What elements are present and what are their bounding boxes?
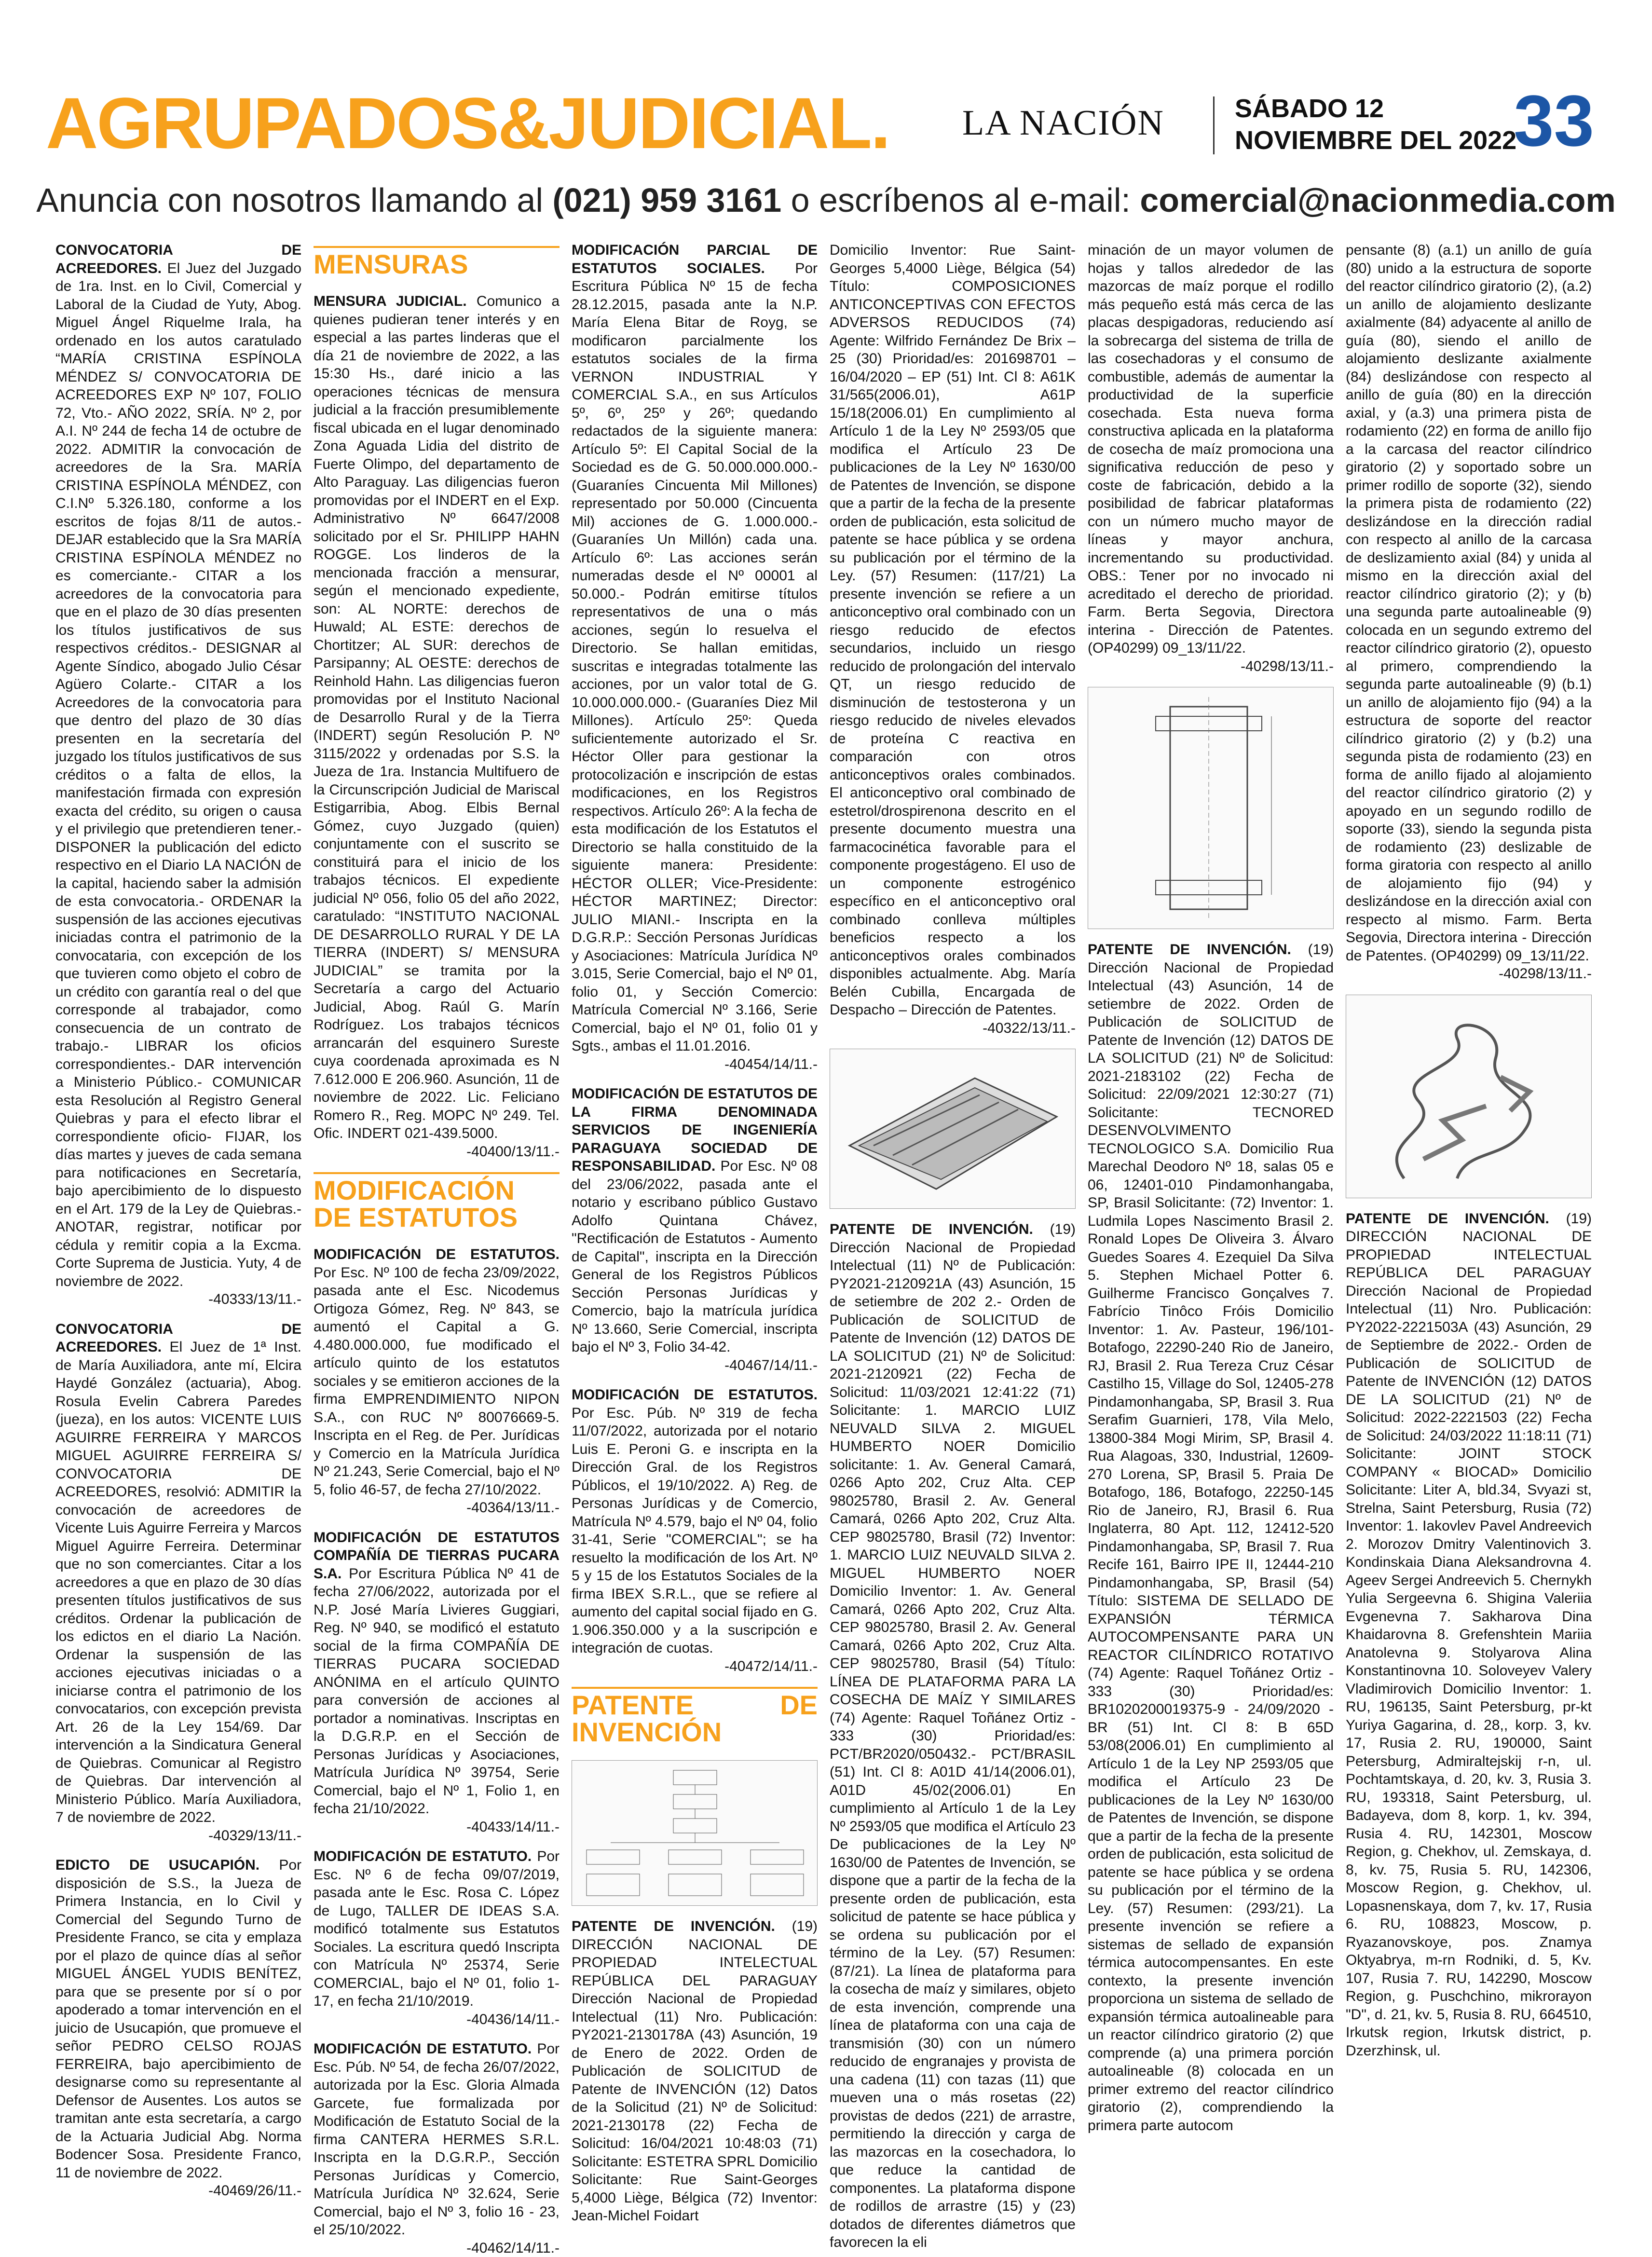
- notice-body: El Juez de 1ª Inst. de María Auxiliadora, ante mí, Elcira Haydé González (actuaria), Abog. Rosula Evelin Cabrera Paredes (jueza), en los autos: VICENTE LUIS AGUIRRE FERREIRA Y MARCOS MIGUEL AGUIRRE FERREIRA S/ CONVOCATORIA DE ACREEDORES, resolvió: ADMITIR la convocación de acreedores de Vicente Luis Aguirre Ferreira y Marcos Miguel Aguirre Ferreira. Determinar que no son comerciantes. Citar a los acreedores a que en plazo de 30 días presenten títulos justificativos de sus créditos. Ordenar la publicación de los edictos en el diario La Nación. Ordenar la suspensión de las acciones ejecutivas iniciadas o a iniciarse contra el patrimonio de los convocatarios, con excepción prevista Art. 26 de la Ley 154/69. Dar intervención a la Sindicatura General de Quiebras. Comunicar al Registro de Quiebras. Dar intervención al Ministerio Público. María Auxiliadora, 7 de noviembre de 2022.: [55, 1339, 301, 1825]
- notice-heading: PATENTE DE INVENCIÓN.: [830, 1221, 1033, 1237]
- notice-ref: -40400/13/11.-: [314, 1143, 560, 1161]
- notice-heading: PATENTE DE INVENCIÓN.: [1088, 942, 1291, 958]
- notice-body: (19) Dirección Nacional de Propiedad Intelectual (11) Nº de Publicación: PY2021-2120921A (43) Asunción, 15 de setiembre de 202 2.- Orden de Publicación de SOLICITUD de Patente de Invención (12) DATOS DE LA SOLICITUD (21) Nº de Solicitud: 2021-2120921 (22) Fecha de Solicitud: 11/03/2021 12:41:22 (71) Solicitante: 1. MARCIO LUIZ NEUVALD SILVA 2. MIGUEL HUMBERTO NOER Domicilio solicitante: 1. Av. General Camará, 0266 Apto 202, Cruz Alta. CEP 98025780, Brasil 2. Av. General Camará, 0266 Apto 202, Cruz Alta. CEP 98025780, Brasil (72) Inventor: 1. MARCIO LUIZ NEUVALD SILVA 2. MIGUEL HUMBERTO NOER Domicilio Inventor: 1. Av. General Camará, 0266 Apto 202, Cruz Alta. CEP 98025780, Brasil 2. Av. General Camará, 0266 Apto 202, Cruz Alta. CEP 98025780, Brasil (54) Título: LÍNEA DE PLATAFORMA PARA LA COSECHA DE MAÍZ Y SIMILARES (74) Agente: Raquel Toñánez Ortiz - 333 (30) Prioridad/es: PCT/BR2020/050432.- PCT/BRASIL (51) Int. Cl 8: A01D 41/14(2006.01), A01D 45/02(2006.01) En cumplimiento al Artículo 1 de la Ley Nº 2593/05 que modifica el Artículo 23 De publicaciones de la Ley Nº 1630/00 de Patentes de Invención, se dispone que a partir de la fecha de la presente orden de publicación, esta solicitud de patente se hace pública y se ordena su publicación por el término de la Ley. (57) Resumen: (87/21). La línea de plataforma para la cosecha de maíz y similares, objeto de esta invención, comprende una línea de plataforma con una caja de transmisión (30) con un número reducido de engranajes y provista de una cadena (11) con tazas (11) que mueven una o más rosetas (22) provistas de dedos (221) de arrastre, permitiendo la dirección y carga de las mazorcas en la cosechadora, lo que reduce la cantidad de componentes. La plataforma dispone de rodillos de arrastre (15) y (23) dotados de diferentes diámetros que favorecen la eli: [830, 1221, 1076, 2250]
- notice-body: Por Esc. Nº 08 del 23/06/2022, pasada ante el notario y escribano público Gustavo Adolfo Quintana Chávez, "Rectificación de Estatutos - Aumento de Capital", inscripta en la Dirección General de los Registros Públicos Sección Personas Jurídicas y Comercio, bajo la matrícula jurídica Nº 13.660, Serie Comercial, inscripta bajo el Nº 3, Folio 34-42.: [572, 1158, 818, 1355]
- reactor-drawing: [1088, 687, 1333, 929]
- notice: [314, 1847, 560, 2028]
- section-heading-mensuras: MENSURAS: [314, 246, 560, 278]
- notice-body: pensante (8) (a.1) un anillo de guía (80) unido a la estructura de soporte del reactor cilíndrico giratorio (2), (a.2) un anillo de alojamiento deslizante axialmente (84) adyacente al anillo de guía (80), siendo el anillo de alojamiento deslizante axialmente (84) deslizándose con respecto al anillo de guía (80) en la dirección axial, y (a.3) una primera pista de rodamiento (22) en forma de anillo fijo a la carcasa del reactor cilíndrico giratorio (2) y soportado sobre un primer rodillo de soporte (32), siendo la primera pista de rodamiento (22) deslizándose en la dirección radial con respecto al anillo de la carcasa de deslizamiento axial (84) y unida al mismo en la dirección axial del reactor cilíndrico giratorio (2); y (b) una segunda parte autoalineable (9) colocada en un segundo extremo del reactor cilíndrico giratorio (2), opuesto al primero, comprendiendo la segunda parte autoalineable (9) (b.1) un anillo de alojamiento fijo (94) a la estructura de soporte del reactor cilíndrico giratorio (2) y (b.2) una segunda pista de rodamiento (23) en forma de anillo fijado al alojamiento del reactor cilíndrico giratorio (2) y apoyado en un segundo rodillo de soporte (33), siendo la segunda pista de rodamiento (23) deslizable de forma giratoria con respecto al anillo de alojamiento fijo (94) y deslizándose en la dirección axial con respecto al mismo. Farm. Berta Segovia, Directora interina - Dirección de Patentes. (OP40299) 09_13/11/22.: [1346, 242, 1592, 964]
- notice-ref: -40329/13/11.-: [55, 1827, 301, 1845]
- patent-flowchart-figure: [572, 1760, 818, 1906]
- notice-body: Domicilio Inventor: Rue Saint-Georges 5,4000 Liège, Bélgica (54) Título: COMPOSICIONES ANTICONCEPTIVAS CON EFECTOS ADVERSOS REDUCIDOS (74) Agente: Wilfrido Fernández De Brix – 25 (30) Prioridad/es: 201698701 – 16/04/2020 – EP (51) Int. Cl 8: A61K 31/565(2006.01), A61P 15/18(2006.01) En cumplimiento al Artículo 1 de la Ley Nº 2593/05 que modifica el Artículo 23 De publicaciones de la Ley Nº 1630/00 de Patentes de Invención, se dispone que a partir de la fecha de la presente orden de publicación, esta solicitud de patente se hace pública y se ordena su publicación por el término de la Ley. (57) Resumen: (117/21) La presente invención se refiere a un anticonceptivo oral combinado con un riesgo reducido de efectos secundarios, incluido un riesgo reducido de prolongación del intervalo QT, un riesgo reducido de disminución de testosterona y un riesgo reducido de niveles elevados de proteína C reactiva en comparación con otros anticonceptivos orales combinados. El anticonceptivo oral combinado de estetrol/drospirenona descrito en el presente documento muestra una farmacocinética favorable para el componente progestágeno. El uso de un componente estrogénico específico en el anticonceptivo oral combinado conlleva múltiples beneficios respecto a los anticonceptivos orales combinados disponibles actualmente. Abg. María Belén Cubilla, Encargada de Despacho – Dirección de Patentes.: [830, 242, 1076, 1018]
- notice-ref: -40322/13/11.-: [830, 1019, 1076, 1038]
- notice: [1088, 241, 1334, 675]
- masthead: [46, 82, 1604, 164]
- ad-text-mid: o escríbenos al e-mail:: [781, 181, 1140, 219]
- page-number: 33: [1514, 80, 1594, 162]
- notice-heading: MODIFICACIÓN DE ESTATUTO.: [314, 2041, 532, 2057]
- column-6: [1346, 241, 1592, 2093]
- notice: [572, 241, 818, 1073]
- column-4: [830, 241, 1076, 2093]
- notice: [1088, 941, 1334, 2134]
- notice-ref: -40469/26/11.-: [55, 2182, 301, 2200]
- notice: [314, 2040, 560, 2257]
- notice-ref: -40298/13/11.-: [1346, 965, 1592, 983]
- flowchart-drawing: [572, 1761, 817, 1905]
- masthead-divider: [1213, 96, 1215, 154]
- patent-reactor-figure: [1088, 687, 1334, 929]
- notice-ref: -40436/14/11.-: [314, 2011, 560, 2029]
- notice: [572, 1085, 818, 1374]
- ad-banner: [0, 174, 1652, 227]
- notice-ref: -40467/14/11.-: [572, 1356, 818, 1375]
- notice-body: Por Esc. Nº 100 de fecha 23/09/2022, pasada ante el Esc. Nicodemus Ortigoza Gómez, Reg. Nº 843, se aumentó el Capital a G. 4.480.000.000, fue modificado el artículo quinto de los estatutos sociales y se emitieron acciones de la firma EMPRENDIMIENTO NIPON S.A., con RUC Nº 80076669-5. Inscripta en el Reg. de Per. Jurídicas y Comercio en la Matrícula Jurídica Nº 21.243, Serie Comercial, bajo el Nº 5, folio 46-57, de fecha 27/10/2022.: [314, 1265, 560, 1498]
- issue-date: [1235, 93, 1516, 156]
- notice-heading: CONVOCATORIA DE ACREEDORES.: [55, 242, 301, 276]
- harvester-drawing: [830, 1049, 1075, 1208]
- notice-body: Por Esc. Nº 6 de fecha 09/07/2019, pasada ante le Esc. Rosa C. López de Lugo, TALLER DE IDEAS S.A. modificó totalmente sus Estatutos Sociales. La escritura quedó Inscripta con Matrícula Nº 25374, Serie COMERCIAL, bajo el Nº 01, folio 1-17, en fecha 21/10/2019.: [314, 1848, 560, 2009]
- notice-heading: MODIFICACIÓN DE ESTATUTOS COMPAÑÍA DE TIERRAS PUCARA S.A.: [314, 1530, 560, 1582]
- notice-body: El Juez del Juzgado de 1ra. Inst. en lo Civil, Comercial y Laboral de la Ciudad de Yuty, Abog. Miguel Ángel Riquelme Irala, ha ordenado en los autos caratulado “MARÍA CRISTINA ESPÍNOLA MÉNDEZ S/ CONVOCATORIA DE ACREEDORES EXP Nº 107, FOLIO 72, Vto.- AÑO 2022, SRÍA. Nº 2, por A.I. Nº 244 de fecha 14 de octubre de 2022. ADMITIR la convocación de acreedores de la Sra. MARÍA CRISTINA ESPÍNOLA MÉNDEZ, con C.I.Nº 5.326.180, conforme a los escritos de fojas 8/11 de autos.- DEJAR establecido que la Sra MARÍA CRISTINA ESPÍNOLA MÉNDEZ no es comerciante.- CITAR a los acreedores de la convocatoria para que en el plazo de 30 días presenten los títulos justificativos de sus respectivos créditos.- DESIGNAR al Agente Síndico, abogado Julio César Agüero Colarte.- CITAR a los Acreedores de la convocatoria para que dentro del plazo de 30 días presenten en la secretaría del juzgado los títulos justificativos de sus créditos o a falta de ellos, la manifestación firmada con expresión exacta del crédito, su origen o causa y el privilegio que pretendieren tener.- DISPONER la publicación del edicto respectivo en el Diario LA NACIÓN de la capital, haciendo saber la admisión de esta convocatoria.- ORDENAR la suspensión de las acciones ejecutivas iniciadas contra el patrimonio de la convocataria, con excepción de los que tuvieren como objeto el cobro de un crédito con garantía real o del que corresponde al trabajador, como consecuencia de un contrato de trabajo.- LIBRAR los oficios correspondientes.- DAR intervención a Ministerio Público.- COMUNICAR esta Resolución al Registro General Quiebras y para el efecto librar el correspondiente oficio- FIJAR, los días martes y jueves de cada semana para notificaciones en Secretaría, bajo apercibimiento de lo dispuesto en el Art. 179 de la Ley de Quiebras.- ANOTAR, registrar, notificar por cédula y remitir copia a la Excma. Corte Suprema de Justicia. Yuty, 4 de noviembre de 2022.: [55, 260, 301, 1289]
- notice-heading: MODIFICACIÓN DE ESTATUTO.: [314, 1848, 532, 1864]
- notice-heading: MODIFICACIÓN DE ESTATUTOS.: [314, 1246, 560, 1262]
- patent-harvester-figure: [830, 1049, 1076, 1209]
- notice-heading: EDICTO DE USUCAPIÓN.: [55, 1857, 259, 1873]
- notice-body: Por Escritura Pública Nº 15 de fecha 28.12.2015, pasada ante la N.P. María Elena Bitar de Royg, se modificaron parcialmente los estatutos sociales de la firma VERNON INDUSTRIAL Y COMERCIAL S.A., en sus Artículos 5º, 6º, 25º y 26º; quedando redactados de la siguiente manera: Artículo 5º: El Capital Social de la Sociedad es de G. 50.000.000.000.- (Guaraníes Cincuenta Mil Millones) representado por 50.000 (Cincuenta Mil) acciones de G. 1.000.000.- (Guaraníes Un Millón) cada una. Artículo 6º: Las acciones serán numeradas desde el Nº 00001 al 50.000.- Podrán emitirse títulos representativos de una o más acciones, según lo resuelva el Directorio. Se hallan emitidas, suscritas e integradas totalmente las acciones, por un valor total de G. 10.000.000.000.- (Guaraníes Diez Mil Millones). Artículo 25º: Queda suficientemente autorizado el Sr. Héctor Oller para gestionar la protocolización e inscripción de estas modificaciones, en los Registros respectivos. Artículo 26º: A la fecha de esta modificación de los Estatutos el Directorio se halla constituido de la siguiente manera: Presidente: HÉCTOR OLLER; Vice-Presidente: HÉCTOR MARTINEZ; Director: JULIO MIANI.- Inscripta en la D.G.R.P.: Sección Personas Jurídicas y Asociaciones: Matrícula Jurídica Nº 3.015, Serie Comercial, bajo el Nº 01, folio 01, y Sección Comercio: Matrícula Comercial Nº 3.166, Serie Comercial, bajo el Nº 01, folio 01 y Sgts., ambas el 11.01.2016.: [572, 260, 818, 1054]
- notice-heading: CONVOCATORIA DE ACREEDORES.: [55, 1321, 301, 1355]
- section-heading-patente: PATENTE DE INVENCIÓN: [572, 1687, 818, 1746]
- notice-ref: -40472/14/11.-: [572, 1657, 818, 1676]
- patent-protein-figure: [1346, 995, 1592, 1198]
- notice: [830, 1220, 1076, 2252]
- notice-ref: -40433/14/11.-: [314, 1818, 560, 1836]
- notice-heading: MENSURA JUDICIAL.: [314, 293, 467, 309]
- section-title: AGRUPADOS&JUDICIAL.: [46, 82, 889, 164]
- column-5: [1088, 241, 1334, 2093]
- notice-heading: MODIFICACIÓN DE ESTATUTOS.: [572, 1387, 818, 1403]
- notice-heading: MODIFICACIÓN PARCIAL DE ESTATUTOS SOCIALES.: [572, 242, 818, 276]
- notice-body: (19) Dirección Nacional de Propiedad Intelectual (43) Asunción, 14 de setiembre de 2022. Orden de Publicación de SOLICITUD de Patente de Invención (12) DATOS DE LA SOLICITUD (21) Nº de Solicitud: 2021-2183102 (22) Fecha de Solicitud: 22/09/2021 12:30:27 (71) Solicitante: TECNORED DESENVOLVIMENTO TECNOLOGICO S.A. Domicilio Rua Marechal Deodoro Nº 18, salas 05 e 06, 12401-010 Pindamonhangaba, SP, Brasil Solicitante: (72) Inventor: 1. Ludmila Lopes Nascimento Brasil 2. Ronald Lopes De Oliveira 3. Álvaro Guedes Soares 4. Ezequiel Da Silva 5. Stephen Michael Potter 6. Guilherme Francisco Gonçalves 7. Fabrício Tinôco Fróis Domicilio Inventor: 1. Av. Pasteur, 196/101- Botafogo, 22290-240 Rio de Janeiro, RJ, Brasil 2. Rua Tereza Cruz César Castilho 15, Village do Sol, 12405-278 Pindamonhangaba, SP, Brasil 3. Rua Serafim Guarnieri, 178, Vila Melo, 13800-384 Mogi Mirim, SP, Brasil 4. Rua Alagoas, 330, Industrial, 12609-270 Lorena, SP, Brasil 5. Praia De Botafogo, 186, Botafogo, 22250-145 Rio de Janeiro, RJ, Brasil 6. Rua Inglaterra, 80 Apt. 112, 12412-520 Pindamonhangaba, SP, Brasil 7. Rua Recife 161, Bairro IPE II, 12444-210 Pindamonhangaba, SP, Brasil (54) Título: SISTEMA DE SELLADO DE EXPANSIÓN TÉRMICA AUTOCOMPENSANTE PARA UN REACTOR CILÍNDRICO ROTATIVO (74) Agente: Raquel Toñánez Ortiz - 333 (30) Prioridad/es: BR1020200019375-9 - 24/09/2020 - BR (51) Int. Cl 8: B 65D 53/08(2006.01) En cumplimiento al Artículo 1 de la Ley NP 2593/05 que modifica el Artículo 23 De publicaciones de la Ley Nº 1630/00 de Patentes de Invención, se dispone que a partir de la fecha de la presente orden de publicación, esta solicitud de patente se hace pública y se ordena su publicación por el término de la Ley. (57) Resumen: (293/21). La presente invención se refiere a sistemas de sellado de expansión térmica autocompensantes. En este contexto, la presente invención proporciona un sistema de sellado de expansión térmica autoalineable para un reactor cilíndrico giratorio (2) que comprende (a) una primera porción autoalineable (8) colocada en un primer extremo del reactor cilíndrico giratorio (2), comprendiendo la primera parte autocom: [1088, 942, 1334, 2134]
- notice: [1346, 1210, 1592, 2060]
- notice: [1346, 241, 1592, 983]
- notice: [55, 1856, 301, 2200]
- column-3: [572, 241, 818, 2093]
- notice-body: (19) DIRECCIÓN NACIONAL DE PROPIEDAD INTELECTUAL REPÚBLICA DEL PARAGUAY Dirección Nacional de Propiedad Intelectual (11) Nro. Publicación: PY2022-2221503A (43) Asunción, 29 de Septiembre de 2022.- Orden de Publicación de SOLICITUD de Patente de INVENCIÓN (12) DATOS DE LA SOLICITUD (21) Nº de Solicitud: 2022-2221503 (22) Fecha de Solicitud: 24/03/2022 11:18:11 (71) Solicitante: JOINT STOCK COMPANY « BIOCAD» Domicilio Solicitante: Liter A, bld.34, Svyazi st, Strelna, Saint Petersburg, Rusia (72) Inventor: 1. Iakovlev Pavel Andreevich 2. Morozov Dmitry Valentinovich 3. Kondinskaia Diana Aleksandrovna 4. Ageev Sergei Andreevich 5. Chernykh Yulia Sergeevna 6. Shigina Valeriia Evgenevna 7. Sakharova Dina Khaidarovna 8. Grefenshtein Mariia Anatolevna 9. Stolyarova Alina Konstantinovna 10. Soloveyev Valery Vladimirovich Domicilio Inventor: 1. RU, 196135, Saint Petersburg, pr-kt Yuriya Gagarina, d. 28,, korp. 3, kv. 17, Rusia 2. RU, 190000, Saint Petersburg, Admiraltejskij r-n, ul. Pochtamtskaya, d. 20, kv. 3, Rusia 3. RU, 193318, Saint Petersburg, ul. Badayeva, dom 8, korp. 1, kv. 394, Rusia 4. RU, 142301, Moscow Region, g. Chekhov, ul. Zemskaya, d. 8, kv. 75, Rusia 5. RU, 142306, Moscow Region, g. Chekhov, ul. Lopasnenskaya, dom 7, kv. 17, Rusia 6. RU, 108823, Moscow, p. Ryazanovskoye, pos. Znamya Oktyabrya, m-rn Rodniki, d. 5, Kv. 107, Rusia 7. RU, 142290, Moscow Region, g. Puschchino, mikrorayon "D", d. 21, kv. 5, Rusia 8. RU, 664510, Irkutsk region, Irkutsk district, p. Dzerzhinsk, ul.: [1346, 1211, 1592, 2059]
- notice-heading: MODIFICACIÓN DE ESTATUTOS DE LA FIRMA DENOMINADA SERVICIOS DE INGENIERÍA PARAGUAYA SOCIEDAD DE RESPONSABILIDAD.: [572, 1086, 818, 1174]
- notice-heading: PATENTE DE INVENCIÓN.: [572, 1918, 775, 1934]
- notice-body: Por disposición de S.S., la Jueza de Primera Instancia, en lo Civil y Comercial del Segundo Turno de Presidente Franco, se cita y emplaza por el plazo de quince días al señor MIGUEL ÁNGEL YUDIS BENÍTEZ, para que se presente por sí o por apoderado a tomar intervención en el juicio de Usucapión, que promueve el señor PEDRO CELSO ROJAS FERREIRA, bajo apercibimiento de designarse como su representante al Defensor de Ausentes. Los autos se tramitan ante esta secretaría, a cargo de la Actuaria Judicial Abg. Norma Bodencer Sosa. Presidente Franco, 11 de noviembre de 2022.: [55, 1857, 301, 2181]
- issue-date-day: SÁBADO 12: [1235, 93, 1516, 124]
- notice-ref: -40333/13/11.-: [55, 1290, 301, 1309]
- notice: [55, 241, 301, 1309]
- newspaper-brand: LA NACIÓN: [962, 96, 1164, 150]
- notice: [572, 1917, 818, 2225]
- notice-body: Por Escritura Pública Nº 41 de fecha 27/06/2022, autorizada por el N.P. José María Livieres Guggiari, Reg. Nº 940, se modificó el estatuto social de la firma COMPAÑÍA DE TIERRAS PUCARA SOCIEDAD ANÓNIMA en el artículo QUINTO para conversión de acciones al portador a nominativas. Inscriptas en la D.G.R.P. en el Sección de Personas Jurídicas y Asociaciones, Matrícula Jurídica Nº 39754, Serie Comercial, bajo el Nº 1, Folio 1, en fecha 21/10/2022.: [314, 1566, 560, 1817]
- section-heading-modificacion: MODIFICACIÓN DE ESTATUTOS: [314, 1172, 560, 1231]
- issue-date-month: NOVIEMBRE DEL 2022: [1235, 124, 1516, 156]
- notice-ref: -40298/13/11.-: [1088, 657, 1334, 676]
- ad-email: comercial@nacionmedia.com: [1140, 181, 1615, 219]
- ad-phone: (021) 959 3161: [552, 181, 781, 219]
- protein-structure-drawing: [1346, 995, 1591, 1198]
- notice-body: Comunico a quienes pudieran tener interés y en especial a las partes linderas que el día 21 de noviembre de 2022, a las 15:30 Hs., daré inicio a las operaciones técnicas de mensura judicial a la fracción presumiblemente fiscal ubicada en el lugar denominado Zona Aguada Lidia del distrito de Fuerte Olimpo, del departamento de Alto Paraguay. Las diligencias fueron promovidas por el INDERT en el Exp. Administrativo Nº 6647/2008 solicitado por el Sr. PHILIPP HAHN ROGGE. Los linderos de la mencionada fracción a mensurar, según el mencionado expediente, son: AL NORTE: derechos de Huwald; AL ESTE: derechos de Chortitzer; AL SUR: derechos de Parsipanny; AL OESTE: derechos de Reinhold Hahn. Las diligencias fueron promovidas por el Instituto Nacional de Desarrollo Rural y de la Tierra (INDERT) según Resolución P. Nº 3115/2022 y ordenadas por S.S. la Jueza de 1ra. Instancia Multifuero de la Circunscripción Judicial de Mariscal Estigarribia, Abog. Elbis Bernal Gómez, cuyo Juzgado (quien) conjuntamente con el suscrito se constituirá para el inicio de los trabajos técnicos. El expediente judicial Nº 056, folio 05 del año 2022, caratulado: “INSTITUTO NACIONAL DE DESARROLLO RURAL Y DE LA TIERRA (INDERT) S/ MENSURA JUDICIAL” se tramita por la Secretaría a cargo del Actuario Judicial, Abog. Raúl G. Marín Rodríguez. Los trabajos técnicos arrancarán del esquinero Sureste cuya coordenada aproximada es N 7.612.000 E 206.960. Asunción, 11 de noviembre de 2022. Lic. Feliciano Romero R., Reg. MOPC Nº 249. Tel. Ofic. INDERT 021-439.5000.: [314, 293, 560, 1141]
- column-2: [314, 241, 560, 2093]
- notice: [314, 1245, 560, 1517]
- notice: [55, 1320, 301, 1845]
- notice: [314, 292, 560, 1161]
- notice-ref: -40364/13/11.-: [314, 1499, 560, 1517]
- notice: [572, 1386, 818, 1675]
- notice-body: Por Esc. Púb. Nº 319 de fecha 11/07/2022, autorizada por el notario Luis E. Peroni G. e inscripta en la Dirección Gral. de los Registros Públicos, el 19/10/2022. A) Reg. de Personas Jurídicas y de Comercio, Matrícula Nº 4.579, bajo el Nº 04, folio 31-41, Serie "COMERCIAL"; se ha resuelto la modificación de los Art. Nº 5 y 15 de los Estatutos Sociales de la firma IBEX S.R.L., que se refiere al aumento del capital social fijado en G. 1.906.350.000 y a la suscripción e integración de cuotas.: [572, 1405, 818, 1656]
- notice-ref: -40462/14/11.-: [314, 2239, 560, 2257]
- notice-body: minación de un mayor volumen de hojas y tallos alrededor de las mazorcas de maíz porque el rodillo más pequeño está más cerca de las placas despigadoras, reduciendo así la sobrecarga del sistema de trilla de las cosechadoras y el consumo de combustible, además de aumentar la productividad de la superficie cosechada. Esta nueva forma constructiva aplicada en la plataforma de cosecha de maíz promociona una significativa reducción de peso y coste de fabricación, debido a la posibilidad de fabricar plataformas con un número mucho mayor de líneas y mayor anchura, incrementando su productividad. OBS.: Tener por no invocado ni acreditado el derecho de prioridad. Farm. Berta Segovia, Directora interina - Dirección de Patentes. (OP40299) 09_13/11/22.: [1088, 242, 1334, 656]
- column-1: [55, 241, 301, 2093]
- notice: [314, 1529, 560, 1836]
- notice-body: (19) DIRECCIÓN NACIONAL DE PROPIEDAD INTELECTUAL REPÚBLICA DEL PARAGUAY Dirección Nacional de Propiedad Intelectual (11) Nro. Publicación: PY2021-2130178A (43) Asunción, 19 de Enero de 2022. Orden de Publicación de SOLICITUD de Patente de INVENCIÓN (12) Datos de la Solicitud (21) Nº de Solicitud: 2021-2130178 (22) Fecha de Solicitud: 16/04/2021 10:48:03 (71) Solicitante: ESTETRA SPRL Domicilio Solicitante: Rue Saint-Georges 5,4000 Liège, Bélgica (72) Inventor: Jean-Michel Foidart: [572, 1918, 818, 2224]
- notice-heading: PATENTE DE INVENCIÓN.: [1346, 1211, 1549, 1227]
- notice-ref: -40454/14/11.-: [572, 1055, 818, 1074]
- notice: [830, 241, 1076, 1037]
- notice-body: Por Esc. Púb. Nº 54, de fecha 26/07/2022, autorizada por la Esc. Gloria Almada Garcete, fue formalizada por Modificación de Estatuto Social de la firma CANTERA HERMES S.R.L. Inscripta en la D.G.R.P., Sección Personas Jurídicas y Comercio, Matrícula Jurídica Nº 32.624, Serie Comercial, bajo el Nº 3, folio 16 - 23, el 25/10/2022.: [314, 2041, 560, 2238]
- ad-text-pre: Anuncia con nosotros llamando al: [36, 181, 552, 219]
